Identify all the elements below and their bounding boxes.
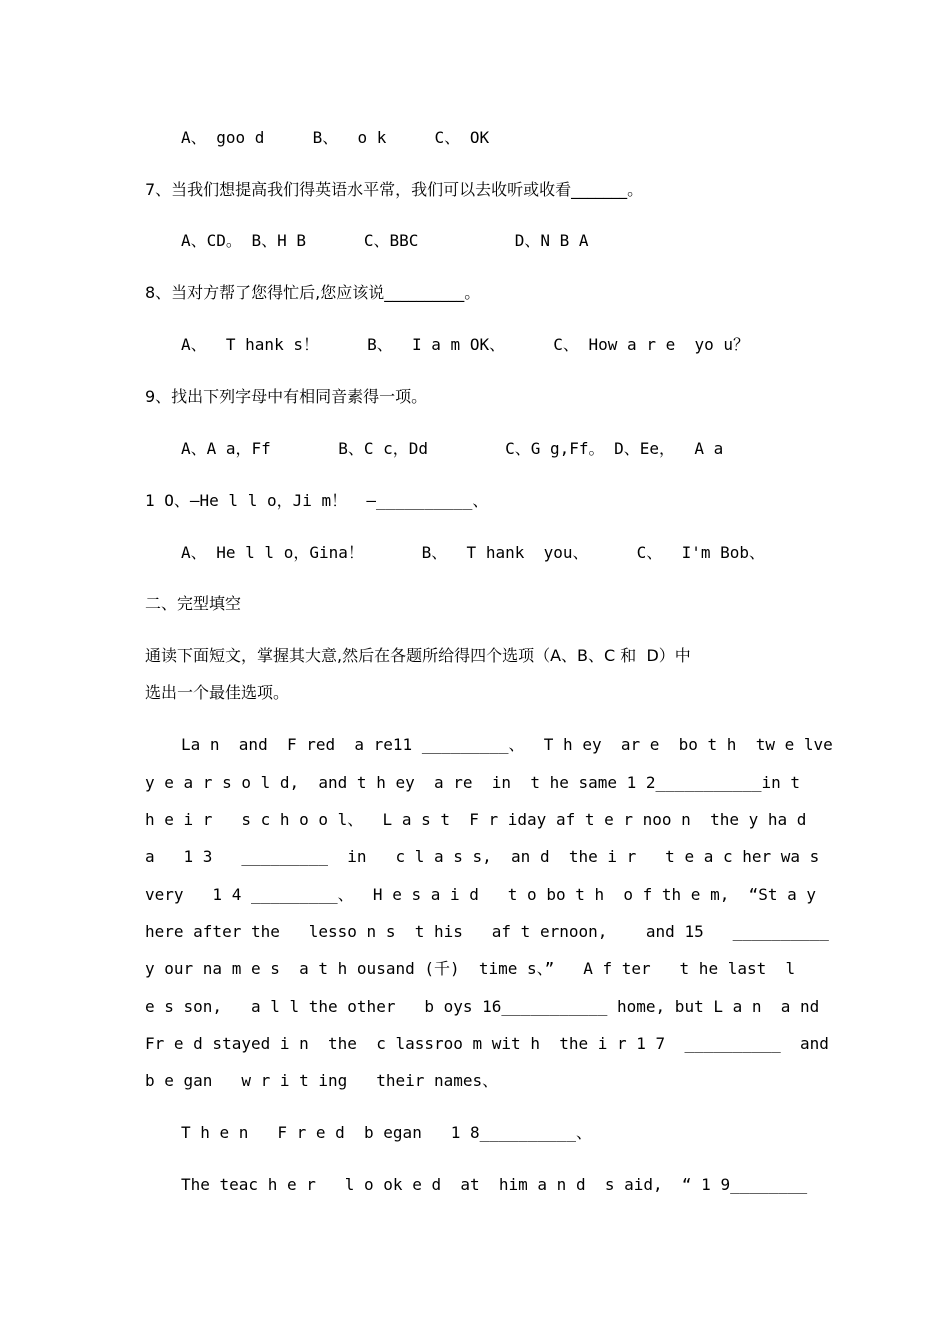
passage-line: here after the lesso n s t his af t ernoon, and 15 __________ <box>145 922 829 941</box>
passage-line: very 1 4 _________、 H e s a i d t o bo t h o f th e m, “St a y <box>145 885 817 904</box>
section-heading: 二、完型填空 <box>145 594 242 613</box>
q10-options: A、 He l l o，Gina！ B、 T hank you、 C、 I'm Bob、 <box>181 543 766 562</box>
passage-line: h e i r s c h o o l、 L a s t F r iday af t e r noo n the y ha d <box>145 810 807 829</box>
q9-options: A、A a，Ff B、C c，Dd C、G g,Ff。 D、Ee， A a <box>181 439 724 458</box>
q8-options: A、 T hank s！ B、 I a m OK、 C、 How a r e yo u？ <box>181 335 750 354</box>
q8-stem: 8、当对方帮了您得忙后,您应该说__________。 <box>145 283 481 302</box>
q9-stem: 9、找出下列字母中有相同音素得一项。 <box>145 387 428 406</box>
passage-line: y our na m e s a t h ousand (千) time s、” A f ter t he last l <box>145 959 796 978</box>
q6-options: A、 goo d B、 o k C、 OK <box>181 128 490 147</box>
q7-options: A、CD。 B、H B C、BBC D、N B A <box>181 231 589 250</box>
passage-line: Fr e d stayed i n the c lassroo m wit h the i r 1 7 __________ and <box>145 1034 829 1053</box>
passage-line: y e a r s o l d, and t h ey a re in t he same 1 2___________in t <box>145 773 801 792</box>
passage-line: La n and F red a re11 _________、 T h ey ar e bo t h tw e lve <box>181 735 833 754</box>
passage-line: b e gan w r i t ing their names、 <box>145 1071 499 1090</box>
passage-line: e s son, a l l the other b oys 16___________ home, but L a n a nd <box>145 997 820 1016</box>
passage-line: T h e n F r e d b egan 1 8__________、 <box>181 1123 592 1142</box>
passage-line: a 1 3 _________ in c l a s s, an d the i r t e a c her wa s <box>145 847 820 866</box>
passage-line: The teac h e r l o ok e d at him a n d s aid, “ 1 9________ <box>181 1175 808 1194</box>
section-instructions-2: 选出一个最佳选项。 <box>145 683 290 702</box>
section-instructions-1: 通读下面短文，掌握其大意,然后在各题所给得四个选项（A、B、C 和 D）中 <box>145 646 691 665</box>
q10-stem: 1 O、—He l l o，Ji m！ —__________、 <box>145 491 489 510</box>
q7-stem: 7、当我们想提高我们得英语水平常，我们可以去收听或收看_______。 <box>145 180 644 199</box>
